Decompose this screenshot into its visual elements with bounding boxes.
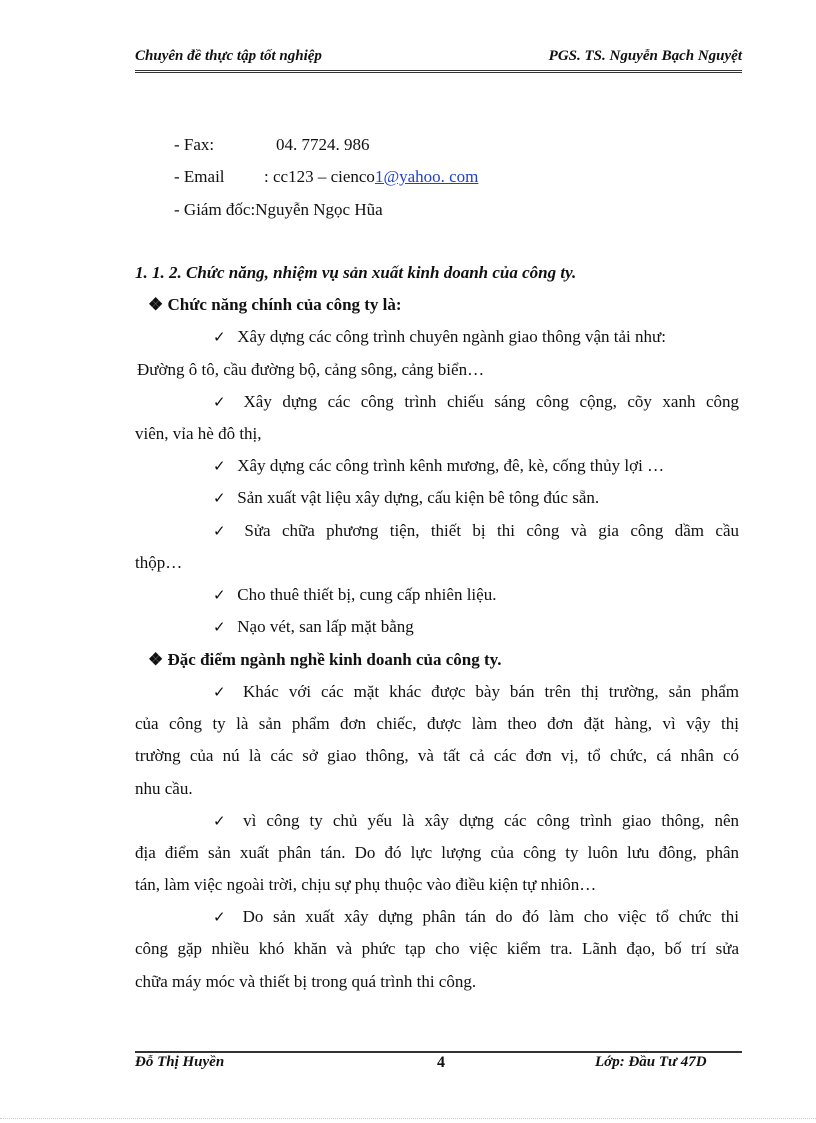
list-item-text: Xây dựng các công trình chiếu sáng công cộng, cõy xanh công [243, 392, 740, 411]
list-item-text: Đường ô tô, cầu đường bộ, cảng sông, cảng biển… [137, 360, 485, 379]
header-rule [135, 70, 742, 73]
page-bottom-border [0, 1118, 816, 1119]
list-item-continuation [135, 552, 182, 574]
diamond-bullet-icon: ❖ [148, 295, 164, 314]
paragraph-text: chữa máy móc và thiết bị trong quá trình thi công. [135, 972, 477, 991]
paragraph-line [135, 938, 739, 960]
list-item-text: viên, vỉa hè đô thị, [135, 424, 262, 443]
checkmark-icon: ✓ [213, 618, 226, 636]
paragraph-line [213, 681, 739, 703]
list-item [213, 520, 739, 542]
list-item [213, 455, 664, 477]
paragraph-line [135, 874, 596, 896]
fax-line [174, 134, 370, 156]
list-item-text: Xây dựng các công trình kênh mương, đê, kè, cống thủy lợi … [237, 456, 665, 475]
director-label: - Giám đốc: [174, 200, 256, 219]
email-link[interactable]: 1@yahoo. com [374, 167, 479, 186]
checkmark-icon: ✓ [213, 683, 226, 701]
page-number: 4 [437, 1054, 445, 1071]
paragraph-text: Do sản xuất xây dựng phân tán do đó làm cho việc tổ chức thi [242, 907, 739, 926]
checkmark-icon: ✓ [213, 457, 226, 475]
fax-label: - Fax: [174, 135, 215, 154]
list-item [213, 326, 666, 348]
fax-value: 04. 7724. 986 [276, 135, 370, 154]
checkmark-icon: ✓ [213, 393, 226, 411]
email-prefix: : cc123 – cienco [264, 167, 375, 186]
list-item [213, 487, 599, 509]
diamond-bullet-icon: ❖ [148, 650, 164, 669]
list-item-text: Cho thuê thiết bị, cung cấp nhiên liệu. [237, 585, 497, 604]
paragraph-text: công gặp nhiều khó khăn và phức tạp cho việc kiểm tra. Lãnh đạo, bố trí sửa [135, 939, 739, 958]
checkmark-icon: ✓ [213, 586, 226, 604]
checkmark-icon: ✓ [213, 328, 226, 346]
paragraph-line [135, 842, 739, 864]
list-item-text: thộp… [135, 553, 183, 572]
paragraph-line [135, 745, 739, 767]
director-value: Nguyễn Ngọc Hũa [255, 200, 383, 219]
main-functions-title-text: Chức năng chính của công ty là: [167, 295, 402, 314]
main-functions-title [148, 294, 402, 316]
list-item-text: Xây dựng các công trình chuyên ngành giao thông vận tải như: [237, 327, 666, 346]
page-header [135, 48, 742, 70]
section-heading [135, 262, 576, 284]
checkmark-icon: ✓ [213, 489, 226, 507]
paragraph-text: Khác với các mặt khác được bày bán trên thị trường, sản phẩm [242, 682, 739, 701]
checkmark-icon: ✓ [213, 908, 226, 926]
header-right-author: PGS. TS. Nguyễn Bạch Nguyệt [548, 48, 742, 64]
paragraph-line [213, 810, 739, 832]
section-heading-text: 1. 1. 2. Chức năng, nhiệm vụ sản xuất kinh doanh của công ty [135, 263, 573, 282]
checkmark-icon: ✓ [213, 522, 226, 540]
paragraph-line [135, 713, 739, 735]
header-left-title: Chuyên đề thực tập tốt nghiệp [135, 48, 322, 64]
list-item-text: Sửa chữa phương tiện, thiết bị thi công và gia công dầm cầu [244, 521, 739, 540]
business-features-title-text: Đặc điểm ngành nghề kinh doanh của công ty. [167, 650, 502, 669]
business-features-title [148, 649, 501, 671]
email-line [174, 166, 478, 188]
paragraph-line [135, 971, 476, 993]
email-label: - Email [174, 167, 225, 186]
paragraph-text: vì công ty chủ yếu là xây dựng các công trình giao thông, nên [243, 811, 739, 830]
paragraph-line [213, 906, 739, 928]
paragraph-text: của công ty là sản phẩm đơn chiếc, được làm theo đơn đặt hàng, vì vậy thị [135, 714, 739, 733]
paragraph-text: tán, làm việc ngoài trời, chịu sự phụ thuộc vào điều kiện tự nhiôn… [135, 875, 597, 894]
list-item [213, 391, 739, 413]
paragraph-text: địa điểm sản xuất phân tán. Do đó lực lượng của công ty luôn lưu đông, phân [135, 843, 739, 862]
footer-class: Lớp: Đầu Tư 47D [595, 1054, 707, 1070]
list-item [213, 584, 496, 606]
footer-author: Đỗ Thị Huyền [135, 1054, 225, 1070]
list-item-text: Nạo vét, san lấp mặt bằng [237, 617, 414, 636]
list-item-text: Sản xuất vật liệu xây dựng, cấu kiện bê tông đúc sẵn. [237, 488, 600, 507]
director-line [174, 199, 383, 221]
checkmark-icon: ✓ [213, 812, 226, 830]
paragraph-text: nhu cầu. [135, 779, 193, 798]
paragraph-text: trường của nú là các sở giao thông, và tất cả các đơn vị, tổ chức, cá nhân có [135, 746, 739, 765]
list-item [213, 616, 414, 638]
section-heading-suffix: . [572, 263, 577, 282]
footer-rule [135, 1051, 742, 1053]
list-item-continuation [135, 423, 262, 445]
list-item-continuation [137, 359, 484, 381]
paragraph-line [135, 778, 193, 800]
